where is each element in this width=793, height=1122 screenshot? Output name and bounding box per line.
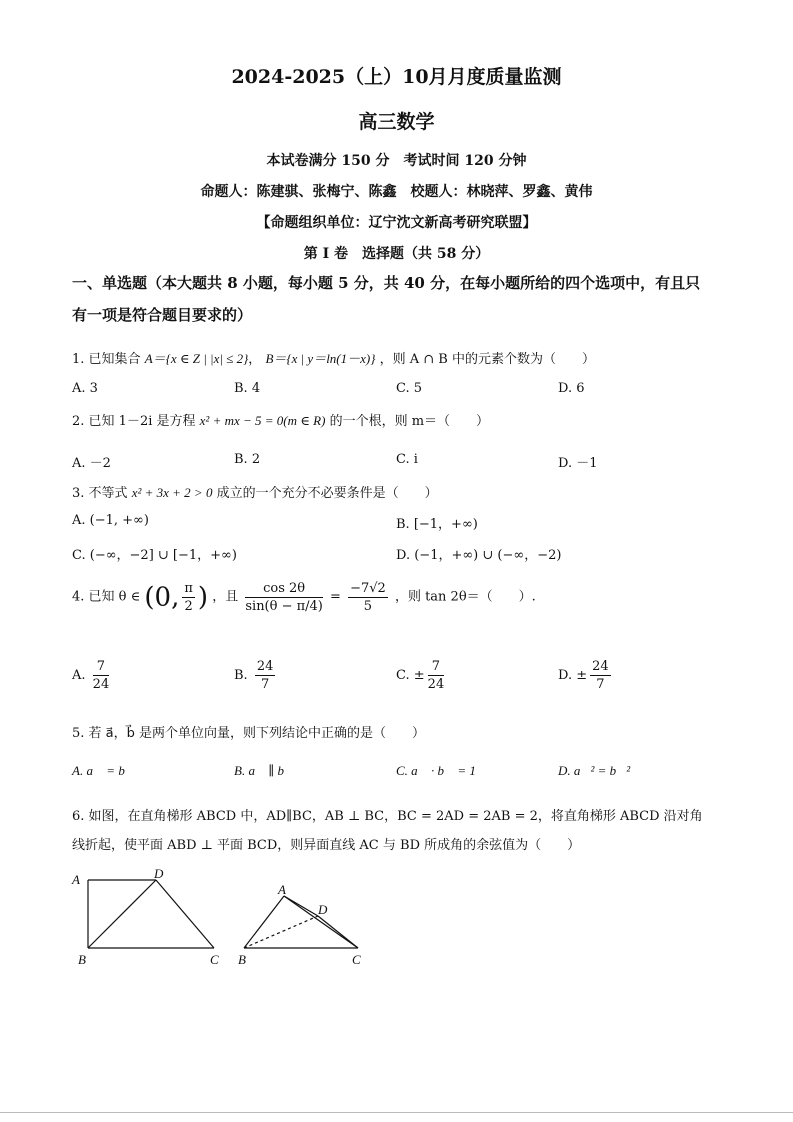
q3-prefix: 3. 不等式 xyxy=(72,486,128,501)
q1-option-a: A. 3 xyxy=(72,381,98,396)
edge-ba-2 xyxy=(244,896,284,948)
q4-rhs-den: 5 xyxy=(363,599,373,614)
exam-info: 本试卷满分 150 分 考试时间 120 分钟 xyxy=(266,153,527,169)
q4-a-fraction xyxy=(93,658,110,693)
q4-suffix: ，则 tan 2θ＝（ ）. xyxy=(394,589,536,605)
q1-option-b: B. 4 xyxy=(234,381,261,396)
q4-d-num: 24 xyxy=(592,659,609,674)
folded-figure xyxy=(234,880,374,972)
q4-option-c xyxy=(396,658,447,693)
trapezoid-figure xyxy=(68,866,228,970)
q2-suffix: 的一个根，则 m＝（ ） xyxy=(329,414,490,429)
vertex-label-a: A xyxy=(72,872,80,887)
page-bottom-rule xyxy=(0,1112,793,1113)
edge-bd-hidden xyxy=(244,916,318,948)
q3-option-b: B. [−1，+∞) xyxy=(396,517,478,532)
q3-suffix: 成立的一个充分不必要条件是（ ） xyxy=(216,486,438,501)
vertex-label-c: C xyxy=(210,952,219,967)
q4-d-den: 7 xyxy=(596,677,605,692)
q4-interval-right: ) xyxy=(197,582,209,613)
diagonal-bd xyxy=(88,880,156,948)
q2-prefix: 2. 已知 1－2i 是方程 xyxy=(72,414,196,429)
q2-option-c: C. i xyxy=(396,452,418,467)
q4-interval-den: 2 xyxy=(184,599,193,614)
question-3 xyxy=(72,482,438,501)
q4-b-den: 7 xyxy=(260,677,270,692)
q4-d-sign: ± xyxy=(576,668,588,683)
q1-set-b: B＝{x | y＝ln(1－x)} xyxy=(265,351,376,366)
q4-a-num: 7 xyxy=(93,658,110,676)
question-4 xyxy=(72,580,536,615)
q4-a-label: A. xyxy=(72,668,86,683)
question-5: 5. 若 a⃗，b⃗ 是两个单位向量，则下列结论中正确的是（ ） xyxy=(72,726,426,741)
volume-heading: 第 I 卷 选择题（共 58 分） xyxy=(303,246,490,262)
exam-title: 2024-2025（上）10月月度质量监测 xyxy=(231,66,562,88)
q4-rhs-fraction xyxy=(348,580,388,615)
q4-a-den: 24 xyxy=(92,677,110,692)
section-heading-cont: 有一项是符合题目要求的） xyxy=(72,306,253,324)
q4-b-fraction xyxy=(255,658,276,693)
subject-title: 高三数学 xyxy=(358,111,435,133)
vertex-label-a-2: A xyxy=(278,882,286,897)
q3-option-a: A. (−1, +∞) xyxy=(72,513,149,528)
q4-d-fraction xyxy=(590,658,611,693)
question-2 xyxy=(72,410,489,429)
section-heading: 一、单选题（本大题共 8 小题，每小题 5 分，共 40 分，在每小题所给的四个选项中，有且只 xyxy=(72,274,701,292)
q5-option-d: D. a⃗² = b⃗² xyxy=(558,763,631,778)
q4-option-b xyxy=(234,658,278,693)
q2-option-d: D. －1 xyxy=(558,456,598,471)
q3-option-c: C. (−∞，−2] ∪ [−1，+∞) xyxy=(72,548,237,563)
vertex-label-d-2: D xyxy=(318,902,328,917)
q4-lhs-den: sin(θ − π/4) xyxy=(245,599,323,614)
q1-option-c: C. 5 xyxy=(396,381,423,396)
q4-rhs-num: −7√2 xyxy=(350,581,386,596)
vertex-label-b: B xyxy=(78,952,86,967)
q2-option-a: A. －2 xyxy=(72,456,111,471)
q2-equation: x² + mx − 5 = 0(m ∈ R) xyxy=(199,413,326,428)
vertex-label-c-2: C xyxy=(352,952,361,967)
q5-option-b: B. a⃗ ∥ b⃗ xyxy=(234,763,295,778)
edge-dc xyxy=(156,880,214,948)
q4-c-label: C. xyxy=(396,668,410,683)
edge-dc-2 xyxy=(318,916,358,948)
vertex-label-b-2: B xyxy=(238,952,246,967)
q4-lhs-fraction xyxy=(245,580,323,615)
q1-suffix: ，则 A ∩ B 中的元素个数为（ ） xyxy=(379,352,595,367)
vertex-label-d: D xyxy=(154,866,164,881)
q1-separator: ， xyxy=(248,352,262,367)
q1-option-d: D. 6 xyxy=(558,381,585,396)
question-6-cont: 线折起，使平面 ABD ⊥ 平面 BCD，则异面直线 AC 与 BD 所成角的余弦值为（ ） xyxy=(72,838,581,853)
question-6: 6. 如图，在直角梯形 ABCD 中，AD∥BC，AB ⊥ BC，BC = 2AD = 2AB = 2，将直角梯形 ABCD 沿对角 xyxy=(72,809,703,824)
q3-option-d: D. (−1，+∞) ∪ (−∞，−2) xyxy=(396,548,562,563)
q3-inequality: x² + 3x + 2 > 0 xyxy=(131,485,213,500)
q1-set-a: A＝{x ∈ Z | |x| ≤ 2} xyxy=(144,351,249,366)
q4-option-d xyxy=(558,658,614,693)
q5-option-a: A. a⃗ = b⃗ xyxy=(72,763,135,778)
q4-c-sign: ± xyxy=(413,668,425,683)
q4-option-a xyxy=(72,658,112,693)
q4-prefix: 4. 已知 θ ∈ xyxy=(72,589,141,605)
edge-ad-2 xyxy=(284,896,318,916)
organizer-line: 【命题组织单位：辽宁沈文新高考研究联盟】 xyxy=(256,215,537,231)
q4-d-label: D. xyxy=(558,668,573,683)
q5-option-c: C. a⃗ · b⃗ = 1 xyxy=(396,763,476,778)
q4-mid: ，且 xyxy=(212,589,239,605)
q4-lhs-num: cos 2θ xyxy=(245,580,323,598)
q2-option-b: B. 2 xyxy=(234,452,261,467)
q4-b-num: 24 xyxy=(256,659,274,674)
q4-c-num: 7 xyxy=(428,658,445,676)
q4-interval-num: π xyxy=(184,581,193,596)
q4-c-fraction xyxy=(428,658,445,693)
authors-line: 命题人：陈建骐、张梅宁、陈鑫 校题人：林晓萍、罗鑫、黄伟 xyxy=(200,184,593,200)
question-1 xyxy=(72,348,595,367)
q4-c-den: 24 xyxy=(427,677,445,692)
q4-interval-fraction xyxy=(182,580,195,615)
q4-equals: = xyxy=(330,589,341,605)
q4-interval-left: (0, xyxy=(144,582,180,613)
q4-b-label: B. xyxy=(234,668,248,683)
q1-prefix: 1. 已知集合 xyxy=(72,352,141,367)
